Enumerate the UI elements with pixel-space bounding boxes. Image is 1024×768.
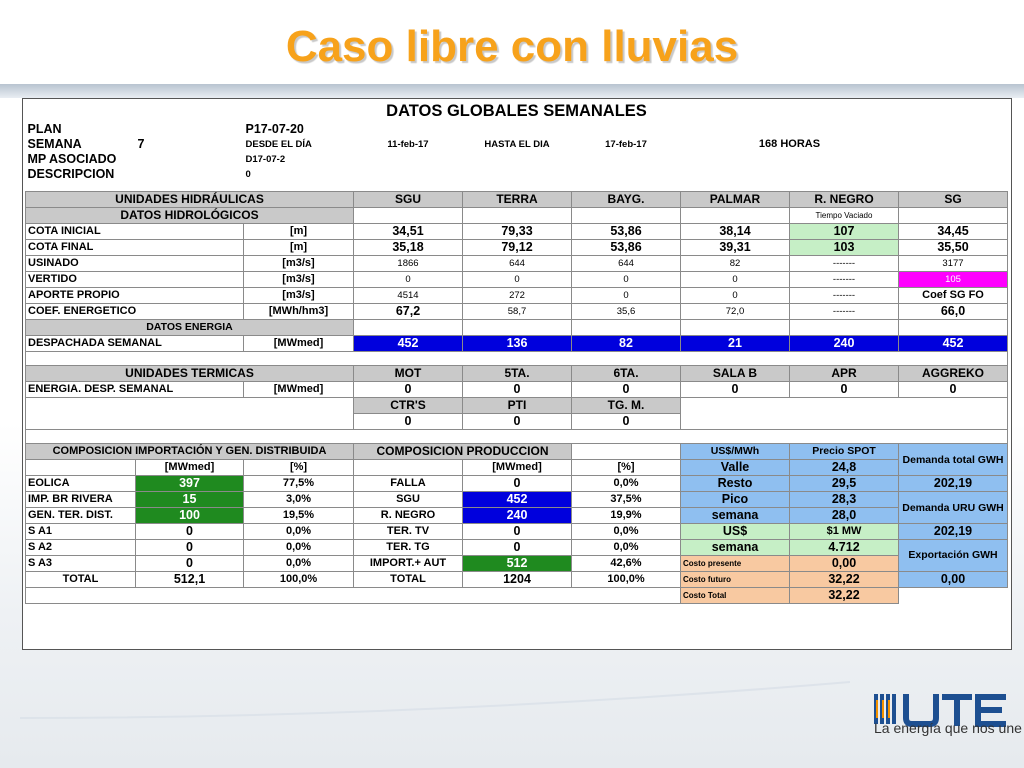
row-label: USINADO <box>26 256 244 272</box>
despachada-label: DESPACHADA SEMANAL <box>26 336 244 352</box>
cell: 19,5% <box>244 508 354 524</box>
col-palmar: PALMAR <box>681 192 790 208</box>
cell: 0 <box>354 272 463 288</box>
cell: 58,7 <box>463 304 572 320</box>
cell: 53,86 <box>572 224 681 240</box>
cell: 0,0% <box>572 524 681 540</box>
cell: 644 <box>463 256 572 272</box>
cell: 0 <box>463 414 572 430</box>
cell: 0,0% <box>244 556 354 572</box>
cell: 38,14 <box>681 224 790 240</box>
descripcion-label: DESCRIPCION <box>27 167 115 181</box>
resto-value: 29,5 <box>790 476 899 492</box>
mp-label: MP ASOCIADO <box>27 152 117 166</box>
cell: 0 <box>681 272 790 288</box>
costo-total-value: 32,22 <box>790 588 899 604</box>
precio-spot-label: Precio SPOT <box>790 444 899 460</box>
col-terra: TERRA <box>463 192 572 208</box>
title-underline-bar <box>0 84 1024 98</box>
col-6ta: 6TA. <box>572 366 681 382</box>
row-label: EOLICA <box>26 476 136 492</box>
costo-futuro-value: 32,22 <box>790 572 899 588</box>
cell: 0,0% <box>244 524 354 540</box>
usd-label: US$ <box>681 524 790 540</box>
cell: 0 <box>681 288 790 304</box>
col-apr: APR <box>790 366 899 382</box>
col-ctrs: CTR'S <box>354 398 463 414</box>
cell: 82 <box>572 336 681 352</box>
col-aggreko: AGGREKO <box>899 366 1008 382</box>
plan-value: P17-07-20 <box>245 122 304 136</box>
cell: 240 <box>463 508 572 524</box>
cell: 3177 <box>899 256 1008 272</box>
usd-mwh-label: US$/MWh <box>681 444 790 460</box>
row-label: COTA FINAL <box>26 240 244 256</box>
cell: 37,5% <box>572 492 681 508</box>
cell: 452 <box>899 336 1008 352</box>
row-label: FALLA <box>354 476 463 492</box>
cell: 67,2 <box>354 304 463 320</box>
cell: 0,0% <box>572 476 681 492</box>
cell: 100,0% <box>572 572 681 588</box>
slide-title: Caso libre con lluvias <box>285 22 739 71</box>
decorative-swoosh <box>20 680 850 720</box>
ute-tagline: La energía que nos une <box>874 720 1022 736</box>
cell: 0 <box>790 382 899 398</box>
horas-cell <box>681 137 899 152</box>
cell: 82 <box>681 256 790 272</box>
cell: 0 <box>572 382 681 398</box>
semana-label: semana <box>681 508 790 524</box>
cell: 66,0 <box>899 304 1008 320</box>
row-label: SGU <box>354 492 463 508</box>
cell: 240 <box>790 336 899 352</box>
cell: 0 <box>572 272 681 288</box>
row-label: GEN. TER. DIST. <box>26 508 136 524</box>
cell: ------- <box>790 288 899 304</box>
composicion-prod-header: COMPOSICION PRODUCCION <box>354 444 572 460</box>
cell: ------- <box>790 304 899 320</box>
cell: 0 <box>463 476 572 492</box>
mp-value: D17-07-2 <box>245 154 286 165</box>
total-label: TOTAL <box>354 572 463 588</box>
total-label: TOTAL <box>26 572 136 588</box>
cell: 0 <box>136 540 244 556</box>
cell: 0 <box>463 540 572 556</box>
semana2-value: 4.712 <box>790 540 899 556</box>
cell: 15 <box>136 492 244 508</box>
termicas-header: UNIDADES TERMICAS <box>26 366 354 382</box>
cell: 53,86 <box>572 240 681 256</box>
cell: 0,0% <box>244 540 354 556</box>
cell: 19,9% <box>572 508 681 524</box>
cell: 0,0% <box>572 540 681 556</box>
demanda-uru-value: 202,19 <box>899 524 1008 540</box>
cell: ------- <box>790 256 899 272</box>
datos-globales-table <box>25 100 1008 604</box>
cell: 100 <box>136 508 244 524</box>
semana-value: 28,0 <box>790 508 899 524</box>
datos-hidrologicos-label: DATOS HIDROLÓGICOS <box>26 208 354 224</box>
semana-value: 7 <box>137 137 145 151</box>
cell: 397 <box>136 476 244 492</box>
cell: 107 <box>790 224 899 240</box>
cell: 0 <box>463 272 572 288</box>
unit-mw: [MWmed] <box>463 460 572 476</box>
cell: 105 <box>899 272 1008 288</box>
cell: ------- <box>790 272 899 288</box>
pico-value: 28,3 <box>790 492 899 508</box>
col-rnegro: R. NEGRO <box>790 192 899 208</box>
row-label: IMPORT.+ AUT <box>354 556 463 572</box>
row-unit: [m] <box>244 240 354 256</box>
cell: 1866 <box>354 256 463 272</box>
cell: Coef SG FO <box>899 288 1008 304</box>
cell: 39,31 <box>681 240 790 256</box>
row-label: IMP. BR RIVERA <box>26 492 136 508</box>
cell: 0 <box>354 414 463 430</box>
row-label: S A3 <box>26 556 136 572</box>
cell: 77,5% <box>244 476 354 492</box>
row-label: TER. TV <box>354 524 463 540</box>
cell: 35,18 <box>354 240 463 256</box>
cell: 35,50 <box>899 240 1008 256</box>
row-label: TER. TG <box>354 540 463 556</box>
semana2-label: semana <box>681 540 790 556</box>
cell: 103 <box>790 240 899 256</box>
cell: 0 <box>899 382 1008 398</box>
row-label: COTA INICIAL <box>26 224 244 240</box>
row-unit: [MWh/hm3] <box>244 304 354 320</box>
cell: 0 <box>572 414 681 430</box>
usd-value: $1 MW <box>790 524 899 540</box>
col-bayg: BAYG. <box>572 192 681 208</box>
cell: 452 <box>463 492 572 508</box>
row-label: VERTIDO <box>26 272 244 288</box>
cell: 0 <box>681 382 790 398</box>
cell: 21 <box>681 336 790 352</box>
cell: 4514 <box>354 288 463 304</box>
cell: 100,0% <box>244 572 354 588</box>
tiempo-vaciado-label: Tiempo Vaciado <box>790 208 899 224</box>
unit-mw: [MWmed] <box>136 460 244 476</box>
cell: 452 <box>354 336 463 352</box>
costo-total-label: Costo Total <box>681 588 790 604</box>
cell: 0 <box>136 556 244 572</box>
costo-futuro-label: Costo futuro <box>681 572 790 588</box>
col-sgu: SGU <box>354 192 463 208</box>
cell: 0 <box>136 524 244 540</box>
row-label: R. NEGRO <box>354 508 463 524</box>
exportacion-label: Exportación GWH <box>899 540 1008 572</box>
col-sala-b: SALA B <box>681 366 790 382</box>
cell: 0 <box>354 382 463 398</box>
desde-value: 11-feb-17 <box>387 139 429 150</box>
row-unit: [m3/s] <box>244 272 354 288</box>
row-unit: [m3/s] <box>244 256 354 272</box>
datos-energia-label: DATOS ENERGIA <box>26 320 354 336</box>
cell: 35,6 <box>572 304 681 320</box>
desde-label: DESDE EL DÍA <box>245 139 312 150</box>
despachada-unit: [MWmed] <box>244 336 354 352</box>
demanda-uru-label: Demanda URU GWH <box>899 492 1008 524</box>
valle-value: 24,8 <box>790 460 899 476</box>
cell: 42,6% <box>572 556 681 572</box>
cell: 0 <box>463 524 572 540</box>
row-label: APORTE PROPIO <box>26 288 244 304</box>
costo-presente-value: 0,00 <box>790 556 899 572</box>
cell: 34,51 <box>354 224 463 240</box>
col-sg: SG <box>899 192 1008 208</box>
row-unit: [m] <box>244 224 354 240</box>
col-mot: MOT <box>354 366 463 382</box>
unit-pct: [%] <box>572 460 681 476</box>
unit-pct: [%] <box>244 460 354 476</box>
cell: 512,1 <box>136 572 244 588</box>
valle-label: Valle <box>681 460 790 476</box>
cell: 34,45 <box>899 224 1008 240</box>
plan-label: PLAN <box>27 122 62 136</box>
cell: 272 <box>463 288 572 304</box>
row-label: S A2 <box>26 540 136 556</box>
row-label: S A1 <box>26 524 136 540</box>
semana-label: SEMANA <box>27 137 82 151</box>
hasta-value: 17-feb-17 <box>605 139 647 150</box>
cell: 136 <box>463 336 572 352</box>
hasta-label: HASTA EL DIA <box>484 139 550 150</box>
demanda-total-label: Demanda total GWH <box>899 444 1008 476</box>
col-5ta: 5TA. <box>463 366 572 382</box>
cell: 79,33 <box>463 224 572 240</box>
horas-label: HORAS <box>780 138 821 150</box>
cell: 3,0% <box>244 492 354 508</box>
descripcion-value: 0 <box>245 169 251 180</box>
row-label: COEF. ENERGETICO <box>26 304 244 320</box>
cell: 1204 <box>463 572 572 588</box>
energia-desp-unit: [MWmed] <box>244 382 354 398</box>
cell: 0 <box>572 288 681 304</box>
row-unit: [m3/s] <box>244 288 354 304</box>
cell: 0 <box>463 382 572 398</box>
exportacion-value: 0,00 <box>899 572 1008 588</box>
cell: 512 <box>463 556 572 572</box>
costo-presente-label: Costo presente <box>681 556 790 572</box>
col-tgm: TG. M. <box>572 398 681 414</box>
energia-desp-label: ENERGIA. DESP. SEMANAL <box>26 382 244 398</box>
cell: 644 <box>572 256 681 272</box>
resto-label: Resto <box>681 476 790 492</box>
pico-label: Pico <box>681 492 790 508</box>
col-pti: PTI <box>463 398 572 414</box>
cell: 72,0 <box>681 304 790 320</box>
cell: 79,12 <box>463 240 572 256</box>
demanda-total-value: 202,19 <box>899 476 1008 492</box>
composicion-import-header: COMPOSICION IMPORTACIÓN Y GEN. DISTRIBUIDA <box>26 444 354 460</box>
horas-value: 168 <box>758 138 778 150</box>
hidraulicas-header: UNIDADES HIDRÁULICAS <box>26 192 354 208</box>
table-heading: DATOS GLOBALES SEMANALES <box>386 101 647 120</box>
